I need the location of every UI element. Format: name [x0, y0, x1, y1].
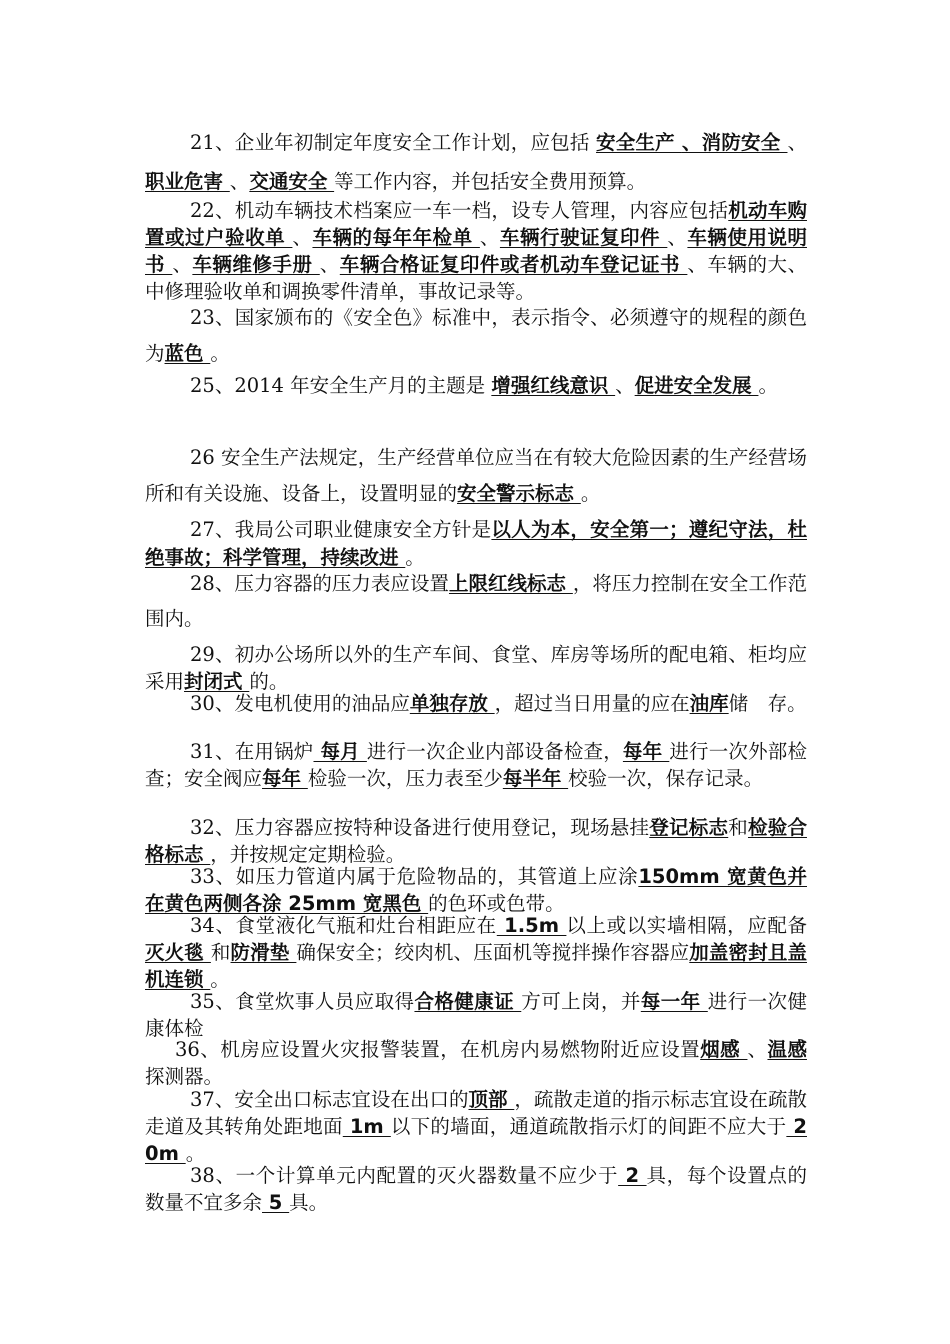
- answer-blank: 2: [618, 1164, 647, 1187]
- question-text: ，超过当日用量的应在: [494, 692, 690, 715]
- question-paragraph: [145, 1162, 807, 1216]
- question-text: 36、机房应设置火灾报警装置，在机房内易燃物附近应设置: [175, 1038, 701, 1061]
- answer-blank: 蓝色: [164, 342, 211, 365]
- answer-blank: 温感: [767, 1038, 807, 1061]
- answer-blank: 车辆合格证复印件或者机动车登记证书: [339, 253, 688, 276]
- question-text: 进行一次外部检查；安全阀应: [145, 740, 807, 790]
- answer-blank: 、消防安全: [681, 131, 788, 154]
- question-paragraph: [145, 912, 807, 993]
- question-text: 27、我局公司职业健康安全方针是: [190, 518, 492, 541]
- answer-blank: 每一年: [640, 990, 708, 1013]
- answer-blank: 烟感: [700, 1038, 748, 1061]
- question-text: 、: [292, 226, 313, 249]
- question-text: 22、机动车辆技术档案应一车一档，设专人管理，内容应包括: [190, 199, 729, 222]
- question-text: 进行一次企业内部设备检查，: [366, 740, 623, 763]
- question-text: 、: [229, 170, 250, 193]
- answer-blank: 车辆使用说明书: [145, 226, 807, 276]
- question-text: 25、2014 年安全生产月的主题是: [190, 374, 492, 397]
- question-text: 确保安全；绞肉机、压面机等搅拌操作容器应: [296, 941, 690, 964]
- answer-blank: 灭火毯: [145, 941, 211, 964]
- question-paragraph: [145, 641, 807, 695]
- answer-blank: 顶部: [468, 1088, 515, 1111]
- answer-blank: 促进安全发展: [634, 374, 759, 397]
- answer-blank: 150mm 宽黄色并在黄色两侧各涂 25mm 宽黑色: [145, 865, 807, 915]
- question-text: 具。: [289, 1191, 329, 1214]
- question-text: 35、食堂炊事人员应取得: [190, 990, 415, 1013]
- question-text: 33、如压力管道内属于危险物品的，其管道上应涂: [190, 865, 639, 888]
- answer-blank: 安全警示标志: [457, 482, 581, 505]
- answer-blank: 每年: [262, 767, 308, 790]
- answer-blank: 检验合格标志: [145, 816, 807, 866]
- question-paragraph: [145, 566, 807, 636]
- answer-blank: 封闭式: [184, 670, 250, 693]
- question-paragraph: [145, 690, 807, 717]
- question-text: 29、初办公场所以外的生产车间、食堂、库房等场所的配电箱、柜均应采用: [145, 643, 807, 693]
- question-paragraph: [145, 123, 807, 201]
- question-text: 26 安全生产法规定，生产经营单位应当在有较大危险因素的生产经营场所和有关设施、设备上，设置明显的: [145, 446, 807, 505]
- question-text: 储 存。: [728, 692, 807, 715]
- answer-blank: 5: [262, 1191, 290, 1214]
- question-text: 28、压力容器的压力表应设置: [190, 572, 449, 595]
- question-text: 。: [210, 342, 230, 365]
- answer-blank: 车辆的每年年检单: [312, 226, 480, 249]
- answer-blank: 登记标志: [649, 816, 729, 839]
- question-text: 、车辆的大、中修理验收单和调换零件清单，事故记录等。: [145, 253, 807, 303]
- answer-blank: 每半年: [502, 767, 569, 790]
- answer-blank: 每年: [622, 740, 670, 763]
- question-text: 校验一次，保存记录。: [568, 767, 764, 790]
- question-text: 具，每个设置点的数量不宜多余: [145, 1164, 807, 1214]
- answer-blank: 车辆维修手册: [192, 253, 320, 276]
- question-text: ，疏散走道的指示标志宜设在疏散走道及其转角处距地面: [145, 1088, 807, 1138]
- question-text: 、: [615, 374, 635, 397]
- question-text: 21、企业年初制定年度安全工作计划，应包括: [190, 131, 597, 154]
- answer-blank: 合格健康证: [414, 990, 522, 1013]
- question-text: 34、食堂液化气瓶和灶台相距应在: [190, 914, 497, 937]
- question-text: 。: [185, 1142, 206, 1165]
- question-text: ，并按规定定期检验。: [210, 843, 406, 866]
- question-text: 。: [405, 546, 425, 569]
- answer-blank: 加盖密封且盖机连锁: [145, 941, 807, 991]
- answer-blank: 每月: [313, 740, 367, 763]
- answer-blank: 交通安全: [249, 170, 335, 193]
- question-text: 37、安全出口标志宜设在出口的: [190, 1088, 469, 1111]
- question-paragraph: [145, 1086, 807, 1167]
- question-paragraph: [145, 300, 807, 372]
- question-text: 、: [747, 1038, 768, 1061]
- answer-blank: 增强红线意识: [491, 374, 616, 397]
- question-text: 32、压力容器应按特种设备进行使用登记，现场悬挂: [190, 816, 650, 839]
- question-text: 38、一个计算单元内配置的灭火器数量不应少于: [190, 1164, 619, 1187]
- question-text: 。: [210, 968, 230, 991]
- question-text: 检验一次，压力表至少: [307, 767, 503, 790]
- question-text: 的。: [249, 670, 289, 693]
- question-text: 。: [758, 374, 778, 397]
- answer-blank: 1.5m: [496, 914, 567, 937]
- answer-blank: 防滑垫: [230, 941, 297, 964]
- question-paragraph: [145, 738, 807, 792]
- question-text: 31、在用锅炉: [190, 740, 314, 763]
- question-paragraph: [145, 367, 807, 404]
- question-paragraph: [145, 1036, 807, 1090]
- answer-blank: 以人为本，安全第一；遵纪守法，杜绝事故；科学管理，持续改进: [145, 518, 807, 569]
- answer-blank: 20m: [145, 1115, 807, 1165]
- answer-blank: 机动车购置或过户验收单: [145, 199, 807, 249]
- question-text: 30、发电机使用的油品应: [190, 692, 410, 715]
- question-paragraph: [145, 440, 807, 512]
- question-text: ，将压力控制在安全工作范围内。: [145, 572, 807, 630]
- answer-blank: 单独存放: [409, 692, 495, 715]
- question-paragraph: [145, 516, 807, 572]
- answer-blank: 车辆行驶证复印件: [499, 226, 668, 249]
- question-text: 、: [172, 253, 193, 276]
- answer-blank: 油库: [689, 692, 729, 715]
- answer-blank: 安全生产: [596, 131, 682, 154]
- question-text: 的色环或色带。: [428, 892, 565, 915]
- question-paragraph: [145, 814, 807, 868]
- question-text: 、: [667, 226, 688, 249]
- question-text: 。: [580, 482, 601, 505]
- answer-blank: 职业危害: [145, 170, 230, 193]
- answer-blank: 1m: [342, 1115, 391, 1138]
- question-text: 23、国家颁布的《安全色》标准中，表示指令、必须遵守的规程的颜色为: [145, 306, 807, 365]
- question-paragraph: [145, 863, 807, 917]
- question-text: 等工作内容，并包括安全费用预算。: [334, 170, 647, 193]
- answer-blank: 上限红线标志: [448, 572, 573, 595]
- question-text: 方可上岗，并: [521, 990, 641, 1013]
- question-text: 、: [787, 131, 807, 154]
- question-text: 、: [319, 253, 340, 276]
- question-text: 和: [728, 816, 748, 839]
- question-text: 进行一次健康体检: [145, 990, 807, 1040]
- question-text: 以上或以实墙相隔，应配备: [566, 914, 807, 937]
- question-paragraph: [145, 988, 807, 1042]
- question-text: 和: [210, 941, 231, 964]
- question-paragraph: [145, 197, 807, 305]
- question-text: 探测器。: [145, 1065, 224, 1088]
- question-text: 以下的墙面，通道疏散指示灯的间距不应大于: [390, 1115, 787, 1138]
- question-text: 、: [479, 226, 500, 249]
